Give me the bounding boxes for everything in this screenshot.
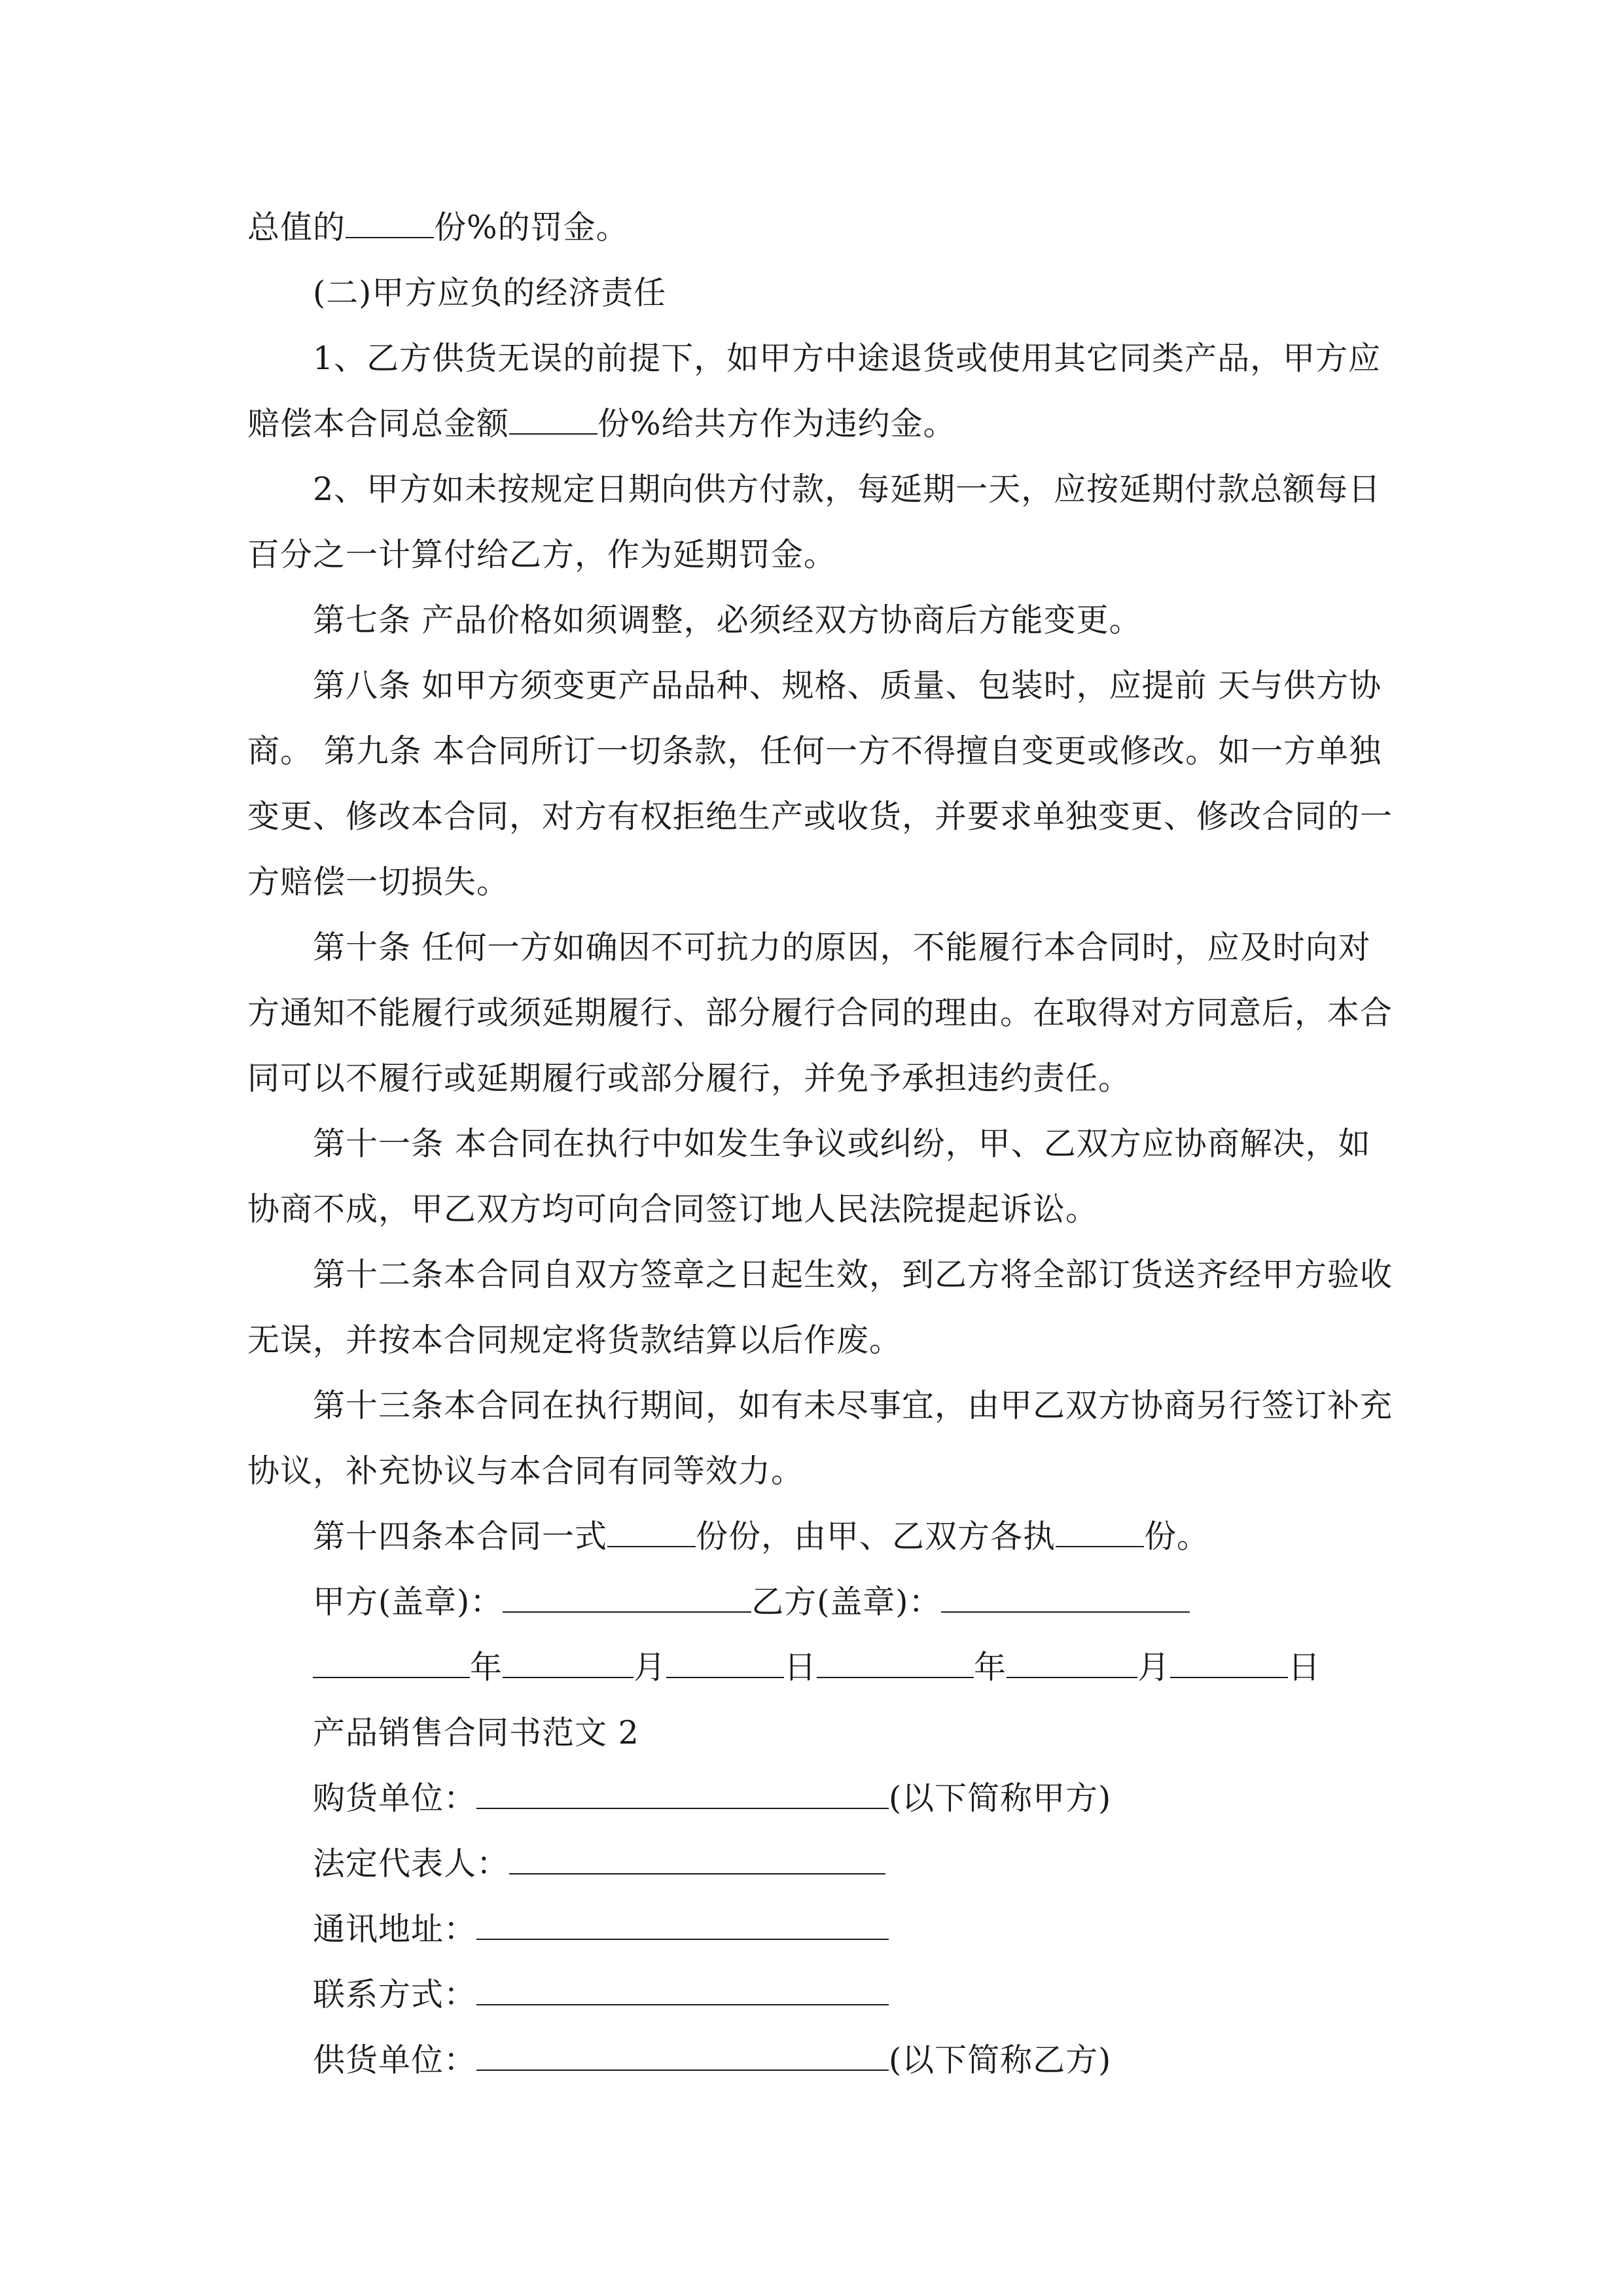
signature-line: 甲方(盖章)： 乙方(盖章)： [313, 1583, 1190, 1622]
text-line: 变更、修改本合同，对方有权拒绝生产或收货，并要求单独变更、修改合同的一 [247, 798, 1393, 835]
blank-field [607, 1517, 696, 1547]
contract-title: 产品销售合同书范文 2 [313, 1714, 639, 1751]
text-line: 方通知不能履行或须延期履行、部分履行合同的理由。在取得对方同意后，本合 [247, 994, 1393, 1031]
blank-field [666, 1648, 784, 1678]
blank-field [1170, 1648, 1288, 1678]
blank-field [509, 404, 597, 435]
clause-9: 商。 第九条 本合同所订一切条款，任何一方不得擅自变更或修改。如一方单独 [247, 732, 1382, 770]
buyer-line: 购货单位： (以下简称甲方) [313, 1780, 1112, 1817]
blank-field [1056, 1517, 1144, 1547]
blank-field [503, 1648, 633, 1678]
contact-line: 联系方式： [313, 1975, 889, 2015]
clause-10: 第十条 任何一方如确因不可抗力的原因，不能履行本合同时，应及时向对 [313, 929, 1371, 966]
text-line: 无误，并按本合同规定将货款结算以后作废。 [247, 1321, 902, 1359]
text-line: 同可以不履行或延期履行或部分履行，并免予承担违约责任。 [247, 1060, 1132, 1097]
blank-field [313, 1648, 470, 1678]
party-b-seal-field [941, 1583, 1190, 1613]
blank-field [346, 208, 434, 238]
party-a-seal-field [503, 1583, 751, 1613]
supplier-line: 供货单位： (以下简称乙方) [313, 2041, 1112, 2079]
text-line: 协商不成，甲乙双方均可向合同签订地人民法院提起诉讼。 [247, 1191, 1099, 1228]
clause-8: 第八条 如甲方须变更产品品种、规格、质量、包装时，应提前 天与供方协 [313, 667, 1382, 704]
date-line: 年 月 日 年 月 日 [313, 1648, 1321, 1687]
buyer-field [476, 1779, 889, 1809]
clause-7: 第七条 产品价格如须调整，必须经双方协商后方能变更。 [313, 601, 1142, 639]
text-line: 1、乙方供货无误的前提下，如甲方中途退货或使用其它同类产品，甲方应 [313, 340, 1382, 377]
address-line: 通讯地址： [313, 1910, 889, 1949]
address-field [476, 1910, 889, 1940]
text-line: 2、甲方如未按规定日期向供方付款，每延期一天，应按延期付款总额每日 [313, 471, 1382, 508]
legal-rep-line: 法定代表人： [313, 1844, 885, 1884]
legal-rep-field [509, 1844, 885, 1874]
clause-12: 第十二条本合同自双方签章之日起生效，到乙方将全部订货送齐经甲方验收 [313, 1256, 1393, 1293]
text-line: 总值的 份%的罚金。 [247, 209, 629, 246]
blank-field [817, 1648, 974, 1678]
blank-field [1007, 1648, 1137, 1678]
text-line: 百分之一计算付给乙方，作为延期罚金。 [247, 536, 837, 573]
supplier-field [476, 2041, 889, 2071]
clause-14: 第十四条本合同一式 份份，由甲、乙双方各执 份。 [313, 1518, 1210, 1555]
clause-11: 第十一条 本合同在执行中如发生争议或纠纷，甲、乙双方应协商解决，如 [313, 1125, 1371, 1162]
text-line: 赔偿本合同总金额 份%给共方作为违约金。 [247, 405, 956, 442]
text-line: 方赔偿一切损失。 [247, 863, 510, 901]
contact-field [476, 1975, 889, 2005]
clause-13: 第十三条本合同在执行期间，如有未尽事宜，由甲乙双方协商另行签订补充 [313, 1387, 1393, 1424]
section-heading: (二)甲方应负的经济责任 [313, 274, 667, 312]
text-line: 协议，补充协议与本合同有同等效力。 [247, 1452, 804, 1490]
